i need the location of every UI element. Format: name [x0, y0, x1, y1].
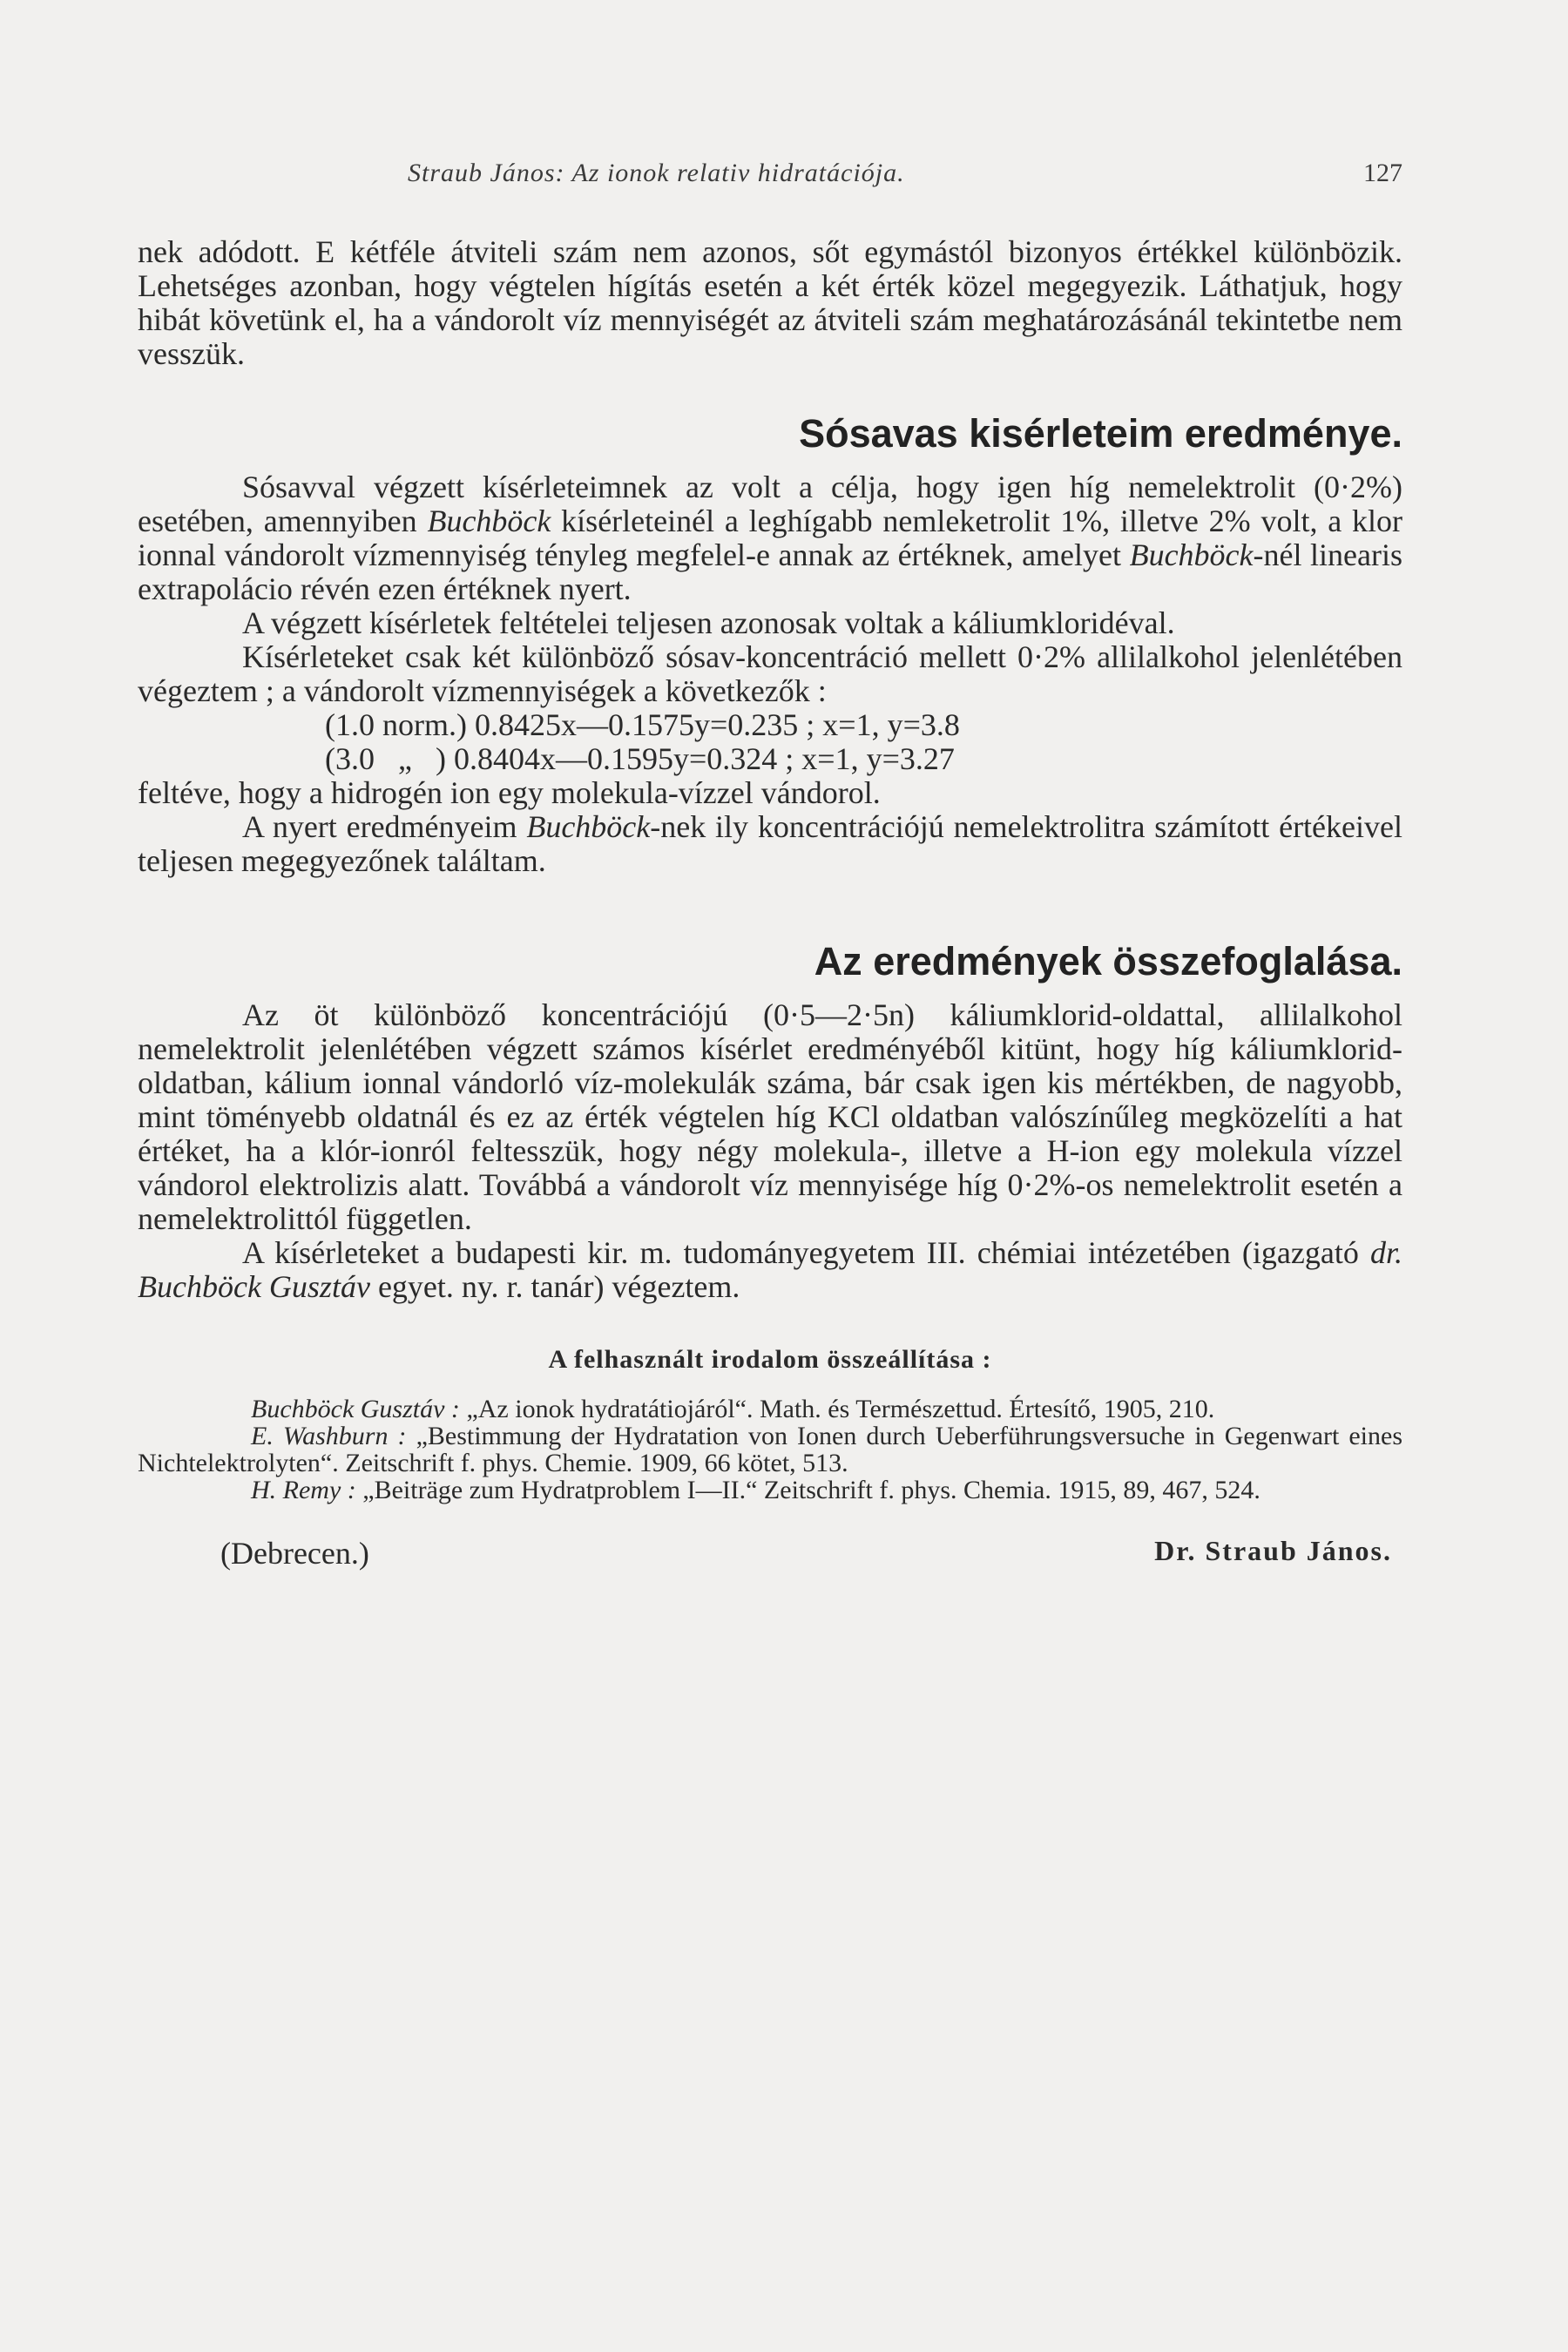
- reference-item: Buchböck Gusztáv : „Az ionok hydratátiojáról“. Math. és Természettud. Értesítő, 1905, 210.: [251, 1395, 1215, 1423]
- equation-1: (1.0 norm.) 0.8425x—0.1575y=0.235 ; x=1, y=3.8: [325, 707, 960, 742]
- equation-block: [138, 708, 1402, 776]
- section1-paragraph-5: A nyert eredményeim Buchböck-nek ily koncentrációjú nemelektrolitra számított értékeivel teljesen megegyezőnek találtam.: [138, 809, 1402, 878]
- author-name: Buchböck: [1129, 537, 1254, 572]
- section1-paragraph-1: Sósavval végzett kísérleteimnek az volt a célja, hogy igen híg nemelektrolit (0·2%) esetében, amennyiben Buchböck kísérleteinél a leghígabb nemleketrolit 1%, illetve 2% volt, a klor ionnal vándorolt vízmennyiség tényleg megfelel-e annak az értéknek, amelyet Buchböck-nél linearis extrapolácio révén ezen értéknek nyert.: [138, 470, 1403, 606]
- author-name: Buchböck Gusztáv: [138, 1269, 370, 1304]
- reference-item: H. Remy : „Beiträge zum Hydratproblem I—II.“ Zeitschrift f. phys. Chemia. 1915, 89, 467, 524.: [251, 1476, 1260, 1504]
- section-heading-sosavas: Sósavas kisérleteim eredménye.: [799, 411, 1402, 456]
- equation-2: (3.0 „ ) 0.8404x—0.1595y=0.324 ; x=1, y=3.27: [325, 741, 955, 776]
- signature-name: Dr. Straub János.: [1154, 1535, 1392, 1566]
- reference-item: E. Washburn : „Bestimmung der Hydratation von Ionen durch Ueberführungsversuche in Gegenwart eines Nichtelektrolyten“. Zeitschrift f. phys. Chemie. 1909, 66 kötet, 513.: [138, 1422, 1403, 1477]
- section1-paragraph-2: A végzett kísérletek feltételei teljesen azonosak voltak a káliumkloridéval.: [242, 605, 1175, 640]
- page-number: 127: [1363, 159, 1402, 187]
- intro-paragraph: nek adódott. E kétféle átviteli szám nem azonos, sőt egymástól bizonyos értékkel különbözik. Lehetséges azonban, hogy végtelen hígítás esetén a két érték közel megegyezik. Láthatjuk, hogy hibát követünk el, ha a vándorolt víz mennyiségét az átviteli szám meghatározásánál tekintetbe nem vesszük.: [138, 234, 1402, 371]
- section2-paragraph-2: A kísérleteket a budapesti kir. m. tudományegyetem III. chémiai intézetében (igazgató dr. Buchböck Gusztáv egyet. ny. r. tanár) végeztem.: [138, 1235, 1402, 1304]
- page: [138, 148, 1402, 1578]
- author-name: Buchböck: [526, 809, 651, 844]
- author-name: Buchböck: [427, 504, 551, 538]
- references-title: A felhasznált irodalom összeállítása :: [548, 1345, 992, 1374]
- section1-paragraph-4: feltéve, hogy a hidrogén ion egy molekula-vízzel vándorol.: [138, 775, 881, 810]
- running-title: Straub János: Az ionok relativ hidratációja.: [408, 159, 905, 187]
- section1-paragraph-3: Kísérleteket csak két különböző sósav-koncentráció mellett 0·2% allilalkohol jelenlétében végeztem ; a vándorolt vízmennyiségek a következők :: [138, 639, 1402, 708]
- section-heading-osszefoglalas: Az eredmények összefoglalása.: [814, 939, 1402, 983]
- running-head: [138, 148, 1402, 200]
- signature-place: (Debrecen.): [220, 1536, 369, 1571]
- section2-paragraph-1: Az öt különböző koncentrációjú (0·5—2·5n) káliumklorid-oldattal, allilalkohol nemelektrolit jelenlétében végzett számos kísérlet eredményéből kitünt, hogy híg káliumklorid-oldatban, kálium ionnal vándorló víz-molekulák száma, bár csak igen kis mértékben, de nagyobb, mint töményebb oldatnál és ez az érték végtelen híg KCl oldatban valószínűleg megközelíti a hat értéket, ha a klór-ionról feltesszük, hogy négy molekula-, illetve a H-ion egy molekula vízzel vándorol elektrolizis alatt. Továbbá a vándorolt víz mennyisége híg 0·2%-os nemelektrolit esetén a nemelektrolittól független.: [138, 997, 1402, 1236]
- signature-row: [138, 1535, 1402, 1578]
